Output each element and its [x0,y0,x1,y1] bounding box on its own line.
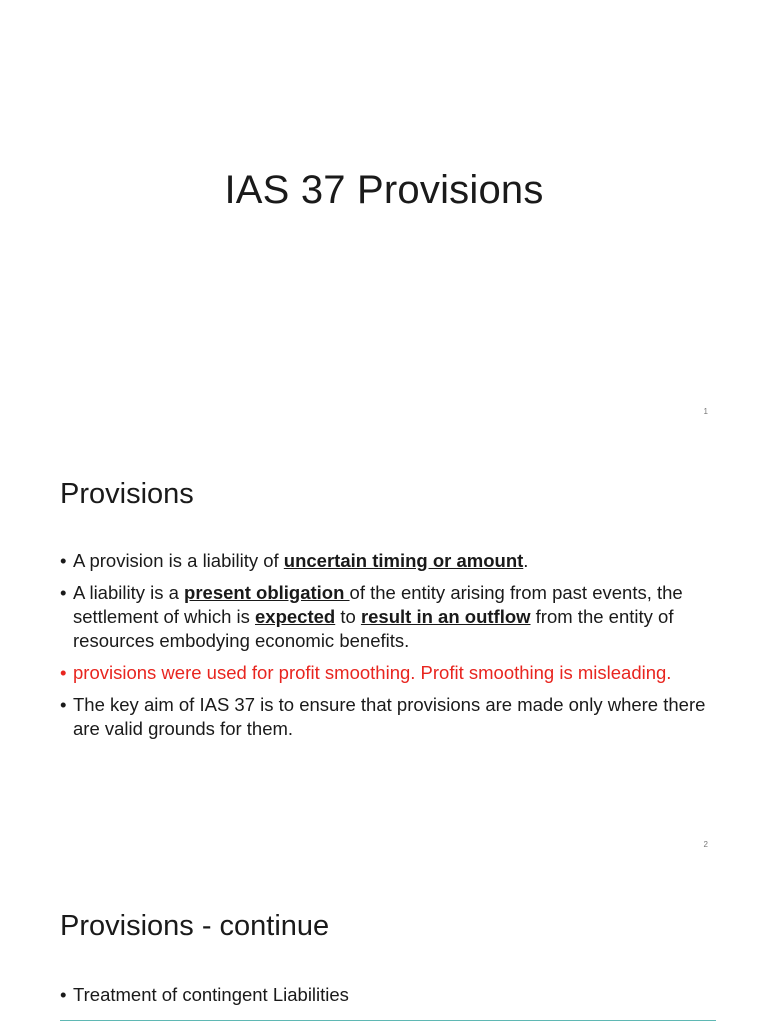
bullet-item [60,693,720,741]
emphasis-text: uncertain timing or amount [283,550,524,571]
bullet-list [60,549,720,749]
slide-number: 1 [703,407,708,416]
bullet-text: . [523,550,529,571]
presentation-title: IAS 37 Provisions [224,168,544,212]
bullet-item [60,549,720,573]
bullet-text: A liability is a [73,582,185,603]
provisions-slide [0,432,768,864]
bullet-dot-icon: • [60,582,67,603]
bullet-text: The key aim of IAS 37 is to ensure that provisions are made only where there are valid grounds for them. [73,694,706,739]
bullet-text: provisions were used for profit smoothing. Profit smoothing is misleading. [73,662,672,683]
bullet-text: Treatment of contingent Liabilities [73,984,349,1005]
bullet-text: of the entity arising from past events, the settlement of which is [73,582,683,627]
accent-divider-line [60,1020,716,1021]
bullet-dot-icon: • [60,550,67,571]
bullet-dot-icon: • [60,662,67,683]
bullet-item [60,983,720,1007]
emphasis-text: result in an outflow [360,606,531,627]
title-slide [0,0,768,432]
bullet-dot-icon: • [60,984,67,1005]
bullet-item [60,581,720,653]
bullet-dot-icon: • [60,694,67,715]
slide-heading: Provisions - continue [60,910,330,942]
slide-heading: Provisions [60,478,194,510]
slide-number: 2 [703,840,708,849]
bullet-list [60,983,720,1015]
bullet-text: A provision is a liability of [73,550,284,571]
bullet-item-red [60,661,720,685]
bullet-text: to [335,606,361,627]
emphasis-text: expected [255,606,336,627]
bullet-text: from the entity of resources embodying economic benefits. [73,606,674,651]
provisions-continue-slide [0,864,768,1024]
emphasis-text: present obligation [184,582,350,603]
